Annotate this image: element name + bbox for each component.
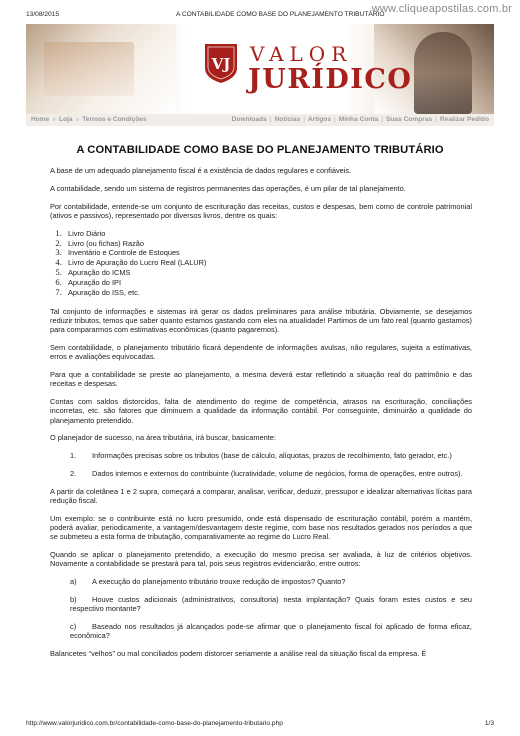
nav-link-downloads[interactable]: Downloads <box>231 116 267 123</box>
list-item: 1. Livro Diário <box>64 229 472 239</box>
article-title: A CONTABILIDADE COMO BASE DO PLANEJAMENTO TRIBUTÁRIO <box>76 144 444 156</box>
list-item: 4. Livro de Apuração do Lucro Real (LALUR) <box>64 258 472 268</box>
paragraph: A contabilidade, sendo um sistema de registros permanentes das operações, é um pilar de tal planejamento. <box>50 183 406 193</box>
paragraph: O planejador de sucesso, na área tributária, irá buscar, basicamente: <box>50 433 276 443</box>
breadcrumb-loja[interactable]: Loja <box>59 116 73 123</box>
goal-item <box>50 451 472 460</box>
logo-word-juridico: JURÍDICO <box>248 64 413 95</box>
breadcrumb-separator: » <box>75 116 80 123</box>
nav-separator: | <box>269 116 272 123</box>
question-letter: b) <box>70 594 77 604</box>
nav-link-artigos[interactable]: Artigos <box>307 116 331 123</box>
site-banner <box>26 24 494 114</box>
nav-separator: | <box>303 116 305 123</box>
logo-word-valor: VALOR <box>250 42 353 66</box>
books-list <box>50 229 472 298</box>
banner-person-image <box>414 32 472 114</box>
banner-book-image <box>44 42 134 96</box>
article-body <box>50 166 472 667</box>
question-text: A execução do planejamento tributário trouxe redução de impostos? Quanto? <box>92 576 346 586</box>
paragraph: Por contabilidade, entende-se um conjunto de escrituração das receitas, custos e despesas, bem como de controle patrimonial (ativos e passivos), representado por diversos livros, dentre os quais: <box>50 201 472 220</box>
site-navbar <box>26 114 494 126</box>
paragraph: Balancetes “velhos” ou mal conciliados podem distorcer seriamente a análise real da situação fiscal da empresa. É <box>50 648 427 658</box>
nav-separator: | <box>381 116 383 123</box>
print-page-title: A CONTABILIDADE COMO BASE DO PLANEJAMENTO TRIBUTÁRIO <box>176 11 385 18</box>
question-letter: a) <box>70 576 77 586</box>
paragraph: Quando se aplicar o planejamento pretendido, a execução do mesmo precisa ser avaliada, à luz de critérios objetivos. Novamente a contabilidade se prestará para tal, pois seus registros evidenciarão, entre outros: <box>50 549 472 569</box>
nav-link-noticias[interactable]: Notícias <box>274 116 301 123</box>
question-item <box>50 577 472 586</box>
breadcrumb-home[interactable]: Home <box>31 116 50 123</box>
breadcrumb-termos[interactable]: Termos e Condições <box>82 116 147 123</box>
nav-link-suas-compras[interactable]: Suas Compras <box>385 116 433 123</box>
question-item <box>50 622 472 640</box>
page-number: 1/3 <box>484 720 494 727</box>
question-text: Houve custos adicionais (administrativos, consultoria) nesta implantação? Quais foram estes custos e seu respectivo montante? <box>70 594 472 613</box>
paragraph: A partir da coletânea 1 e 2 supra, começará a comparar, analisar, verificar, deduzir, pressupor e idealizar alternativas lícitas para redução fiscal. <box>50 486 472 505</box>
question-letter: c) <box>70 621 77 631</box>
list-item: 6. Apuração do IPI <box>64 278 472 288</box>
goal-text: Dados internos e externos do contribuinte (lucratividade, volume de negócios, forma de operações, entre outros). <box>92 468 463 478</box>
list-item: 3. Inventário e Controle de Estoques <box>64 248 472 258</box>
list-item: 5. Apuração do ICMS <box>64 268 472 278</box>
nav-separator: | <box>435 116 437 123</box>
goal-number: 2. <box>70 468 77 478</box>
paragraph: Um exemplo: se o contribuinte está no lucro presumido, onde está dispensado de escrituração contábil, porém a mantém, poderá avaliar, periodicamente, a vantagem/desvantagem deste regime, com base nos resultados gerados nos períodos a que se submeteu a esta forma de tributação, comparativamente ao regime do Lucro Real. <box>50 513 472 542</box>
site-logo-emblem[interactable] <box>203 42 239 84</box>
paragraph: Tal conjunto de informações e sistemas irá gerar os dados preliminares para análise tributária. Obviamente, se desejamos reduzir tributos, temos que saber quanto estamos gastando com eles na atualidade! Partimos de um fato real (quanto gastamos) para compararmos com estimativas econômicas (quanto pagaremos). <box>50 306 472 335</box>
print-url: http://www.valorjuridico.com.br/contabilidade-como-base-do-planejamento-tributario.php <box>26 720 283 727</box>
logo-shield-icon <box>203 42 239 84</box>
nav-link-minha-conta[interactable]: Minha Conta <box>338 116 379 123</box>
paragraph: A base de um adequado planejamento fiscal é a existência de dados regulares e confiáveis. <box>50 166 352 175</box>
print-date: 13/08/2015 <box>26 11 60 18</box>
goal-item <box>50 469 472 478</box>
paragraph: Sem contabilidade, o planejamento tributário ficará dependente de informações avulsas, não regulares, sujeita a estimativas, erros e avaliações equivocadas. <box>50 343 472 362</box>
breadcrumb <box>31 116 147 123</box>
paragraph: Contas com saldos distorcidos, falta de atendimento do regime de competência, atrasos na escrituração, conciliações incorretas, etc. são fatores que diminuem a qualidade da informação contábil. Por conseguinte, diminuirão a qualidade do planejamento pretendido. <box>50 397 472 425</box>
nav-separator: | <box>333 116 336 123</box>
goal-text: Informações precisas sobre os tributos (base de cálculo, alíquotas, prazos de recolhimento, fato gerador, etc.) <box>92 451 452 461</box>
watermark: www.cliqueapostilas.com.br <box>371 3 512 15</box>
list-item: 2. Livro (ou fichas) Razão <box>64 239 472 249</box>
question-text: Baseado nos resultados já alcançados pode-se afirmar que o planejamento fiscal foi aplicado de forma eficaz, econômica? <box>70 621 472 640</box>
nav-link-realizar-pedido[interactable]: Realizar Pedido <box>439 116 489 123</box>
logo-monogram: VJ <box>211 55 231 73</box>
goal-number: 1. <box>70 451 77 461</box>
top-nav-links <box>232 116 489 123</box>
breadcrumb-separator: » <box>52 116 56 123</box>
paragraph: Para que a contabilidade se preste ao planejamento, a mesma deverá estar refletindo a situação real do patrimônio e das receitas e despesas. <box>50 370 472 389</box>
question-item <box>50 595 472 613</box>
list-item: 7. Apuração do ISS, etc. <box>64 288 472 298</box>
